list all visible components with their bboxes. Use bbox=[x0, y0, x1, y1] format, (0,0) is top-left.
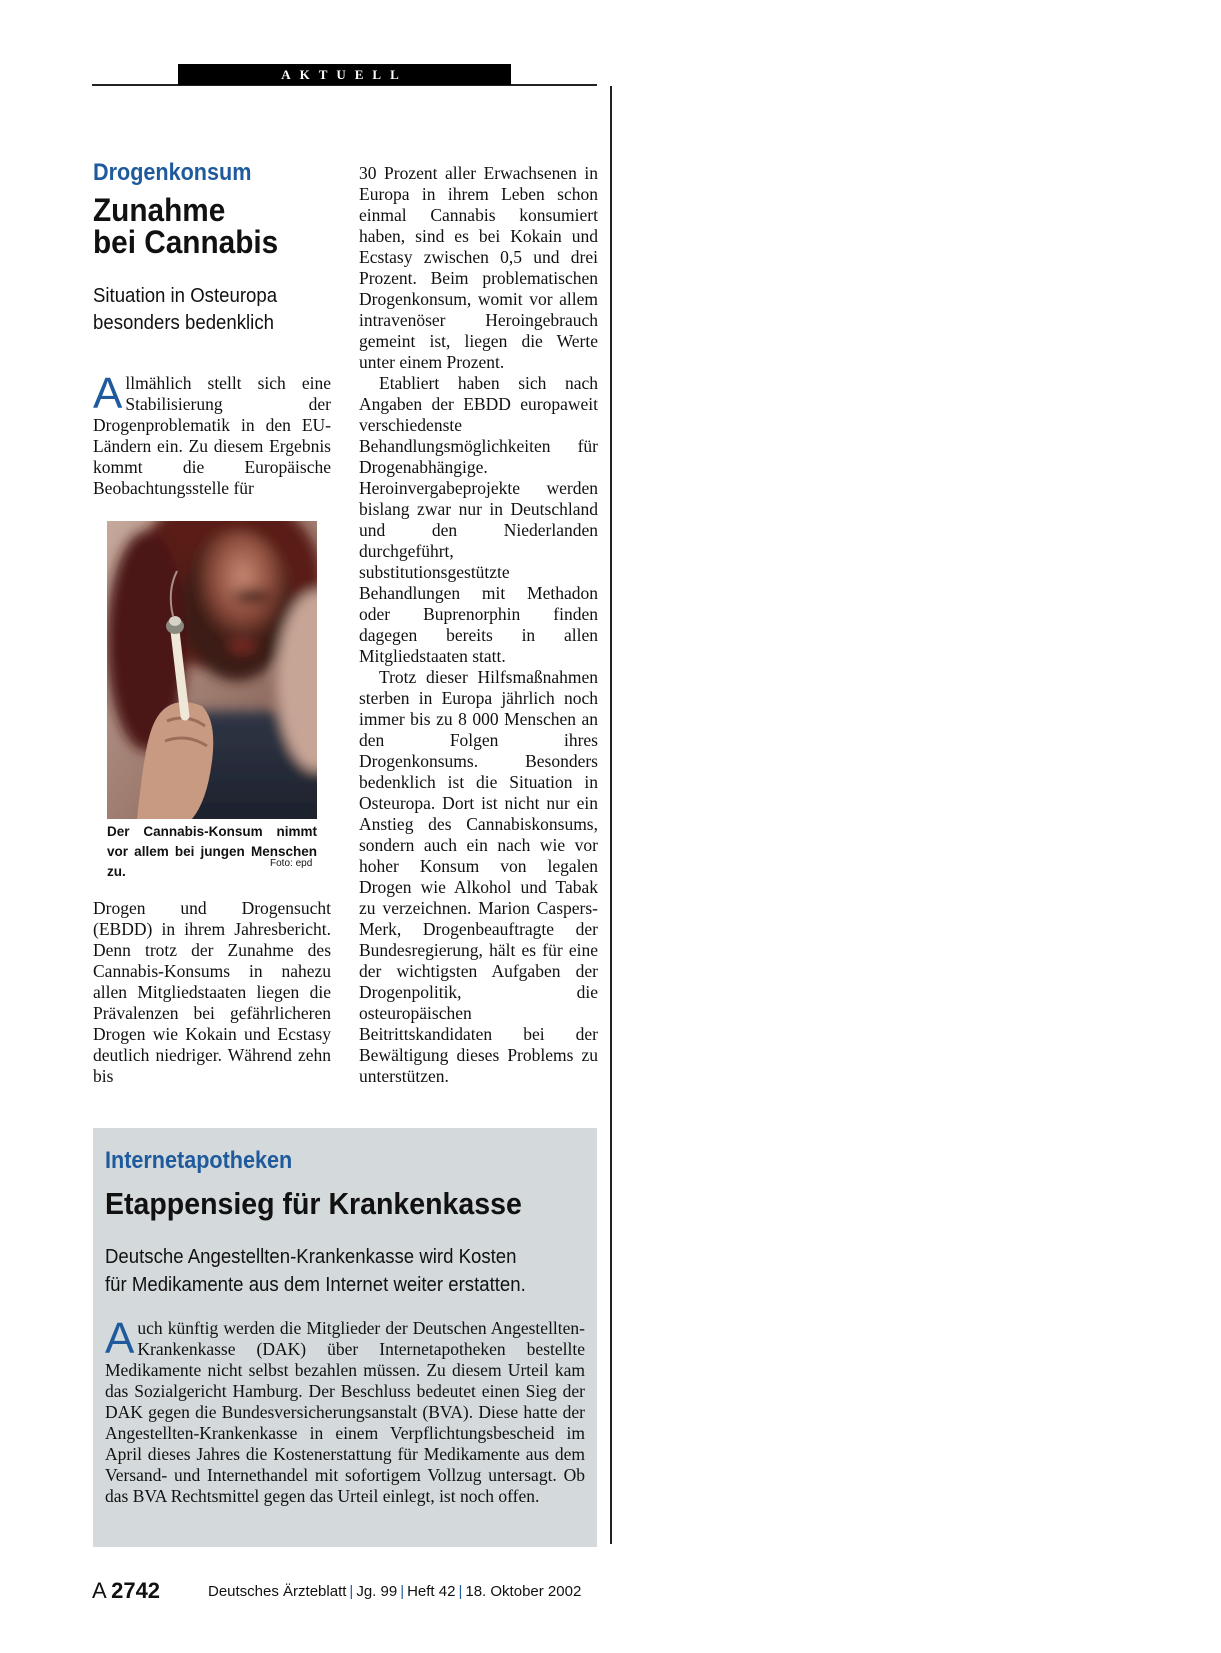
article1-headline bbox=[93, 194, 278, 258]
edition-letter: A bbox=[92, 1578, 107, 1603]
article1-lead-text: llmählich stellt sich eine Stabilisierung der Drogenproblematik in den EU-Ländern ein. Zu diesem Ergebnis kommt die Europäische Beobachtungsstelle für bbox=[93, 373, 331, 498]
publication-date: 18. Oktober 2002 bbox=[465, 1583, 582, 1600]
cannabis-photo bbox=[107, 521, 317, 819]
column-rule bbox=[610, 86, 612, 1544]
article2-body bbox=[105, 1314, 585, 1507]
article1-lead bbox=[93, 369, 331, 499]
article1-dropcap: A bbox=[93, 369, 123, 418]
photo-caption: Der Cannabis-Konsum nimmt vor allem bei jungen Menschen zu. bbox=[107, 824, 317, 879]
page-number bbox=[92, 1578, 160, 1604]
publication-volume: Jg. 99 bbox=[356, 1583, 398, 1600]
article2-body-text: uch künftig werden die Mitglieder der Deutschen Angestellten-Krankenkasse (DAK) über Internetapotheken bestellte Medikamente nicht selbst bezahlen müssen. Zu diesem Urteil kam das Sozialgericht Hamburg. Der Beschluss bedeutet einen Sieg der DAK gegen die Bundesversicherungsanstalt (BVA). Diese hatte der Angestellten-Krankenkasse in einem Verpflichtungsbescheid im April dieses Jahres die Kostenerstattung für Medikamente aus dem Versand- und Internethandel mit sofortigem Vollzug untersagt. Ob das BVA Rechtsmittel gegen das Urteil einlegt, ist noch offen. bbox=[105, 1318, 585, 1506]
publication-name: Deutsches Ärzteblatt bbox=[208, 1583, 347, 1600]
page-number-value: 2742 bbox=[111, 1578, 161, 1603]
publication-info: Deutsches Ärzteblatt | Jg. 99 | Heft 42 | 18. Oktober 2002 bbox=[208, 1583, 582, 1600]
article1-col2 bbox=[359, 163, 598, 1087]
article1-col1-text: Drogen und Drogensucht (EBDD) in ihrem Jahresbericht. Denn trotz der Zunahme des Cannabis-Konsums in nahezu allen Mitgliedstaaten liegen die Prävalenzen bei gefährlicheren Drogen wie Kokain und Ecstasy deutlich niedriger. Während zehn bis bbox=[93, 898, 331, 1086]
article2-subhead-line1: Deutsche Angestellten-Krankenkasse wird Kosten bbox=[105, 1246, 517, 1268]
article1-subhead-line1: Situation in Osteuropa bbox=[93, 285, 278, 307]
article1-paragraph: Trotz dieser Hilfsmaßnahmen sterben in Europa jährlich noch immer bis zu 8 000 Menschen an den Folgen ihres Drogenkonsums. Besonders bedenklich ist die Situation in Osteuropa. Dort ist nicht nur ein Anstieg des Cannabiskonsums, sondern auch ein nach wie vor hoher Konsum von legalen Drogen wie Alkohol und Tabak zu verzeichnen. Marion Caspers-Merk, Drogenbeauftragte der Bundesregierung, hält es für eine der wichtigsten Aufgaben der Drogenpolitik, die osteuropäischen Beitrittskandidaten bei der Bewältigung dieses Problems zu unterstützen. bbox=[359, 667, 598, 1086]
article1-paragraph: 30 Prozent aller Erwachsenen in Europa in ihrem Leben schon einmal Cannabis konsumiert haben, sind es bei Kokain und Ecstasy zwischen 0,5 und drei Prozent. Beim problematischen Drogenkonsum, womit vor allem intravenöser Heroingebrauch gemeint ist, liegen die Werte unter einem Prozent. bbox=[359, 163, 598, 372]
article1-headline-line1: Zunahme bbox=[93, 192, 226, 228]
article1-kicker: Drogenkonsum bbox=[93, 159, 252, 186]
article1-subhead bbox=[93, 283, 335, 337]
article1-subhead-line2: besonders bedenklich bbox=[93, 312, 274, 334]
article2-kicker: Internetapotheken bbox=[105, 1147, 293, 1174]
article2-headline: Etappensieg für Krankenkasse bbox=[105, 1186, 522, 1221]
article1-headline-line2: bei Cannabis bbox=[93, 224, 279, 260]
publication-issue: Heft 42 bbox=[407, 1583, 456, 1600]
photo-credit: Foto: epd bbox=[270, 858, 313, 869]
article1-col1-continued bbox=[93, 898, 331, 1087]
article2-dropcap: A bbox=[105, 1314, 135, 1363]
article1-paragraph: Etabliert haben sich nach Angaben der EBDD europaweit verschiedenste Behandlungsmöglichkeiten für Drogenabhängige. Heroinvergabeprojekte werden bislang zwar nur in Deutschland und den Niederlanden durchgeführt, substitutionsgestützte Behandlungen mit Methadon oder Buprenorphin finden dagegen bereits in allen Mitgliedstaaten statt. bbox=[359, 373, 598, 666]
article2-subhead bbox=[105, 1243, 570, 1299]
section-label: AKTUELL bbox=[178, 64, 511, 85]
article2-subhead-line2: für Medikamente aus dem Internet weiter erstatten. bbox=[105, 1274, 526, 1296]
